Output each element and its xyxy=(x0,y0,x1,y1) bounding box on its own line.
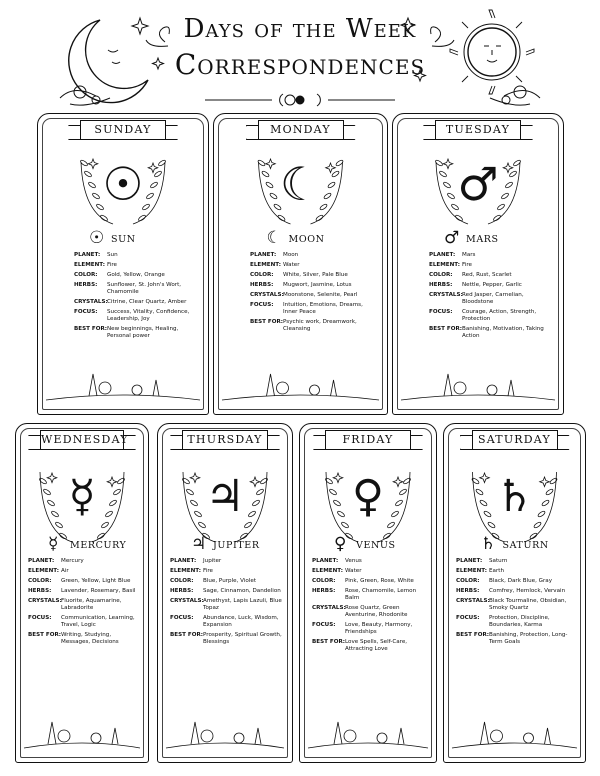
row-focus xyxy=(312,622,430,636)
field-value: Water xyxy=(283,262,300,268)
sunday-planet-glyph-icon: ☉ xyxy=(102,157,144,211)
friday-planet-name: VENUS xyxy=(356,540,396,551)
day-name: TUESDAY xyxy=(435,120,521,140)
row-best-for xyxy=(170,632,286,646)
field-value: Citrine, Clear Quartz, Amber xyxy=(107,299,187,305)
tuesday-correspondence-list xyxy=(429,252,555,343)
field-label: PLANET: xyxy=(456,558,483,564)
row-element xyxy=(429,262,555,269)
row-planet xyxy=(74,252,200,259)
page-title-line2: Correspondences xyxy=(174,48,426,81)
field-label: ELEMENT: xyxy=(312,568,344,574)
field-label: HERBS: xyxy=(74,282,98,288)
row-planet xyxy=(28,558,142,565)
row-herbs xyxy=(456,588,579,595)
row-herbs xyxy=(250,282,379,289)
saturday-planet-name: SATURN xyxy=(502,540,549,551)
monday-planet-glyph-icon: ☾ xyxy=(279,157,322,211)
saturday-correspondence-list xyxy=(456,558,579,649)
field-value: Rose Quartz, Green Aventurine, Rhodonite xyxy=(345,605,408,618)
field-value: Sunflower, St. John's Wort, Chamomile xyxy=(107,282,182,295)
field-label: BEST FOR: xyxy=(312,639,345,645)
field-label: ELEMENT: xyxy=(456,568,488,574)
day-card-sunday xyxy=(37,113,209,415)
field-value: New beginnings, Healing, Personal power xyxy=(107,326,179,339)
row-color xyxy=(250,272,379,279)
saturday-planet-symbol-icon: ♄ xyxy=(480,534,496,554)
monday-correspondence-list xyxy=(250,252,379,336)
field-label: CRYSTALS: xyxy=(28,598,62,604)
field-value: Sun xyxy=(107,252,118,258)
field-label: PLANET: xyxy=(429,252,456,258)
row-focus xyxy=(74,309,200,323)
field-value: Rose, Chamomile, Lemon Balm xyxy=(345,588,417,601)
field-value: Earth xyxy=(489,568,505,574)
day-card-wednesday xyxy=(15,423,149,763)
field-value: Lavender, Rosemary, Basil xyxy=(61,588,136,594)
row-crystals xyxy=(456,598,579,612)
field-label: BEST FOR: xyxy=(429,326,462,332)
field-value: Pink, Green, Rose, White xyxy=(345,578,414,584)
field-value: Comfrey, Hemlock, Vervain xyxy=(489,588,566,594)
field-value: Success, Vitality, Confidence, Leadership, Joy xyxy=(107,309,190,322)
thursday-planet-symbol-icon: ♃ xyxy=(191,534,207,554)
row-crystals xyxy=(312,605,430,619)
row-best-for xyxy=(429,326,555,340)
field-label: FOCUS: xyxy=(250,302,274,308)
field-value: Writing, Studying, Messages, Decisions xyxy=(61,632,119,645)
day-name: SATURDAY xyxy=(472,430,558,450)
field-value: Green, Yellow, Light Blue xyxy=(61,578,131,584)
field-value: Gold, Yellow, Orange xyxy=(107,272,165,278)
row-color xyxy=(28,578,142,585)
field-label: PLANET: xyxy=(312,558,339,564)
field-value: Moonstone, Selenite, Pearl xyxy=(283,292,358,298)
field-value: Red, Rust, Scarlet xyxy=(462,272,512,278)
field-label: PLANET: xyxy=(250,252,277,258)
field-value: Fire xyxy=(203,568,213,574)
day-card-saturday xyxy=(443,423,586,763)
field-label: HERBS: xyxy=(250,282,274,288)
row-crystals xyxy=(74,299,200,306)
header-flourish xyxy=(0,0,600,120)
row-planet xyxy=(250,252,379,259)
row-planet xyxy=(170,558,286,565)
row-herbs xyxy=(28,588,142,595)
sunday-planet-symbol-icon: ☉ xyxy=(89,228,105,248)
field-label: CRYSTALS: xyxy=(170,598,204,604)
field-label: HERBS: xyxy=(170,588,194,594)
row-crystals xyxy=(250,292,379,299)
field-label: COLOR: xyxy=(312,578,336,584)
row-best-for xyxy=(312,639,430,653)
field-label: PLANET: xyxy=(28,558,55,564)
field-value: White, Silver, Pale Blue xyxy=(283,272,348,278)
field-value: Love Spells, Self-Care, Attracting Love xyxy=(345,639,408,652)
row-herbs xyxy=(170,588,286,595)
row-herbs xyxy=(312,588,430,602)
monday-planet-symbol-icon: ☾ xyxy=(266,228,282,248)
field-label: BEST FOR: xyxy=(28,632,61,638)
field-label: HERBS: xyxy=(312,588,336,594)
field-value: Abundance, Luck, Wisdom, Expansion xyxy=(203,615,279,628)
row-herbs xyxy=(429,282,555,289)
field-value: Air xyxy=(61,568,69,574)
field-value: Saturn xyxy=(489,558,508,564)
row-crystals xyxy=(28,598,142,612)
field-value: Banishing, Motivation, Taking Action xyxy=(462,326,544,339)
field-value: Psychic work, Dreamwork, Cleansing xyxy=(283,319,357,332)
tuesday-planet-symbol-icon: ♂ xyxy=(444,228,460,248)
row-crystals xyxy=(170,598,286,612)
day-card-friday xyxy=(299,423,437,763)
field-label: HERBS: xyxy=(456,588,480,594)
page-title-line1: Days of the Week xyxy=(183,14,417,44)
day-name: SUNDAY xyxy=(80,120,166,140)
field-value: Sage, Cinnamon, Dandelion xyxy=(203,588,281,594)
field-value: Intuition, Emotions, Dreams, Inner Peace xyxy=(283,302,363,315)
row-element xyxy=(170,568,286,575)
field-label: FOCUS: xyxy=(429,309,453,315)
row-planet xyxy=(456,558,579,565)
day-card-thursday xyxy=(157,423,293,763)
field-label: FOCUS: xyxy=(28,615,52,621)
row-planet xyxy=(429,252,555,259)
row-element xyxy=(28,568,142,575)
field-value: Red Jasper, Carnelian, Bloodstone xyxy=(462,292,524,305)
field-label: BEST FOR: xyxy=(74,326,107,332)
row-color xyxy=(456,578,579,585)
field-label: CRYSTALS: xyxy=(456,598,490,604)
thursday-planet-glyph-icon: ♃ xyxy=(205,471,245,522)
field-value: Blue, Purple, Violet xyxy=(203,578,257,584)
friday-correspondence-list xyxy=(312,558,430,656)
row-focus xyxy=(456,615,579,629)
row-focus xyxy=(250,302,379,316)
row-planet xyxy=(312,558,430,565)
row-best-for xyxy=(456,632,579,646)
row-crystals xyxy=(429,292,555,306)
day-name: MONDAY xyxy=(258,120,344,140)
day-card-tuesday xyxy=(392,113,564,415)
thursday-correspondence-list xyxy=(170,558,286,649)
row-element xyxy=(456,568,579,575)
wednesday-planet-symbol-icon: ☿ xyxy=(48,534,59,554)
row-color xyxy=(74,272,200,279)
field-value: Black Tourmaline, Obsidian, Smoky Quartz xyxy=(489,598,567,611)
monday-planet-name: MOON xyxy=(288,234,325,245)
friday-planet-glyph-icon: ♀ xyxy=(351,471,385,522)
field-label: FOCUS: xyxy=(74,309,98,315)
row-color xyxy=(429,272,555,279)
field-value: Mars xyxy=(462,252,476,258)
wednesday-correspondence-list xyxy=(28,558,142,649)
field-value: Black, Dark Blue, Gray xyxy=(489,578,553,584)
row-best-for xyxy=(28,632,142,646)
row-element xyxy=(312,568,430,575)
field-label: CRYSTALS: xyxy=(74,299,108,305)
field-label: COLOR: xyxy=(28,578,52,584)
field-label: PLANET: xyxy=(170,558,197,564)
field-label: BEST FOR: xyxy=(170,632,203,638)
field-label: PLANET: xyxy=(74,252,101,258)
wednesday-planet-glyph-icon: ☿ xyxy=(68,471,96,522)
field-label: CRYSTALS: xyxy=(312,605,346,611)
day-name: WEDNESDAY xyxy=(40,430,124,450)
row-best-for xyxy=(250,319,379,333)
row-herbs xyxy=(74,282,200,296)
field-label: BEST FOR: xyxy=(456,632,489,638)
field-label: FOCUS: xyxy=(312,622,336,628)
day-card-monday xyxy=(213,113,388,415)
field-value: Jupiter xyxy=(203,558,222,564)
field-label: ELEMENT: xyxy=(28,568,60,574)
field-label: HERBS: xyxy=(28,588,52,594)
field-value: Water xyxy=(345,568,362,574)
wednesday-planet-name: MERCURY xyxy=(70,540,127,551)
field-label: HERBS: xyxy=(429,282,453,288)
saturday-planet-glyph-icon: ♄ xyxy=(494,471,535,522)
tuesday-planet-name: MARS xyxy=(466,234,499,245)
field-value: Fire xyxy=(107,262,117,268)
row-element xyxy=(74,262,200,269)
row-focus xyxy=(170,615,286,629)
sunday-planet-name: SUN xyxy=(111,234,136,245)
field-label: FOCUS: xyxy=(170,615,194,621)
day-name: THURSDAY xyxy=(182,430,268,450)
field-label: ELEMENT: xyxy=(250,262,282,268)
field-value: Courage, Action, Strength, Protection xyxy=(462,309,537,322)
field-label: CRYSTALS: xyxy=(429,292,463,298)
field-value: Banishing, Protection, Long-Term Goals xyxy=(489,632,568,645)
field-label: ELEMENT: xyxy=(170,568,202,574)
field-value: Prosperity, Spiritual Growth, Blessings xyxy=(203,632,282,645)
field-value: Mercury xyxy=(61,558,84,564)
field-value: Moon xyxy=(283,252,299,258)
field-label: COLOR: xyxy=(170,578,194,584)
field-label: COLOR: xyxy=(250,272,274,278)
field-value: Nettle, Pepper, Garlic xyxy=(462,282,522,288)
field-label: CRYSTALS: xyxy=(250,292,284,298)
field-value: Protection, Discipline, Boundaries, Karma xyxy=(489,615,550,628)
row-color xyxy=(170,578,286,585)
friday-planet-symbol-icon: ♀ xyxy=(334,534,347,554)
row-focus xyxy=(28,615,142,629)
field-value: Amethyst, Lapis Lazuli, Blue Topaz xyxy=(203,598,282,611)
thursday-planet-name: JUPITER xyxy=(213,540,260,551)
field-label: COLOR: xyxy=(429,272,453,278)
field-value: Mugwort, Jasmine, Lotus xyxy=(283,282,352,288)
row-color xyxy=(312,578,430,585)
field-value: Fire xyxy=(462,262,472,268)
day-name: FRIDAY xyxy=(325,430,411,450)
field-value: Venus xyxy=(345,558,362,564)
field-label: ELEMENT: xyxy=(429,262,461,268)
field-value: Communication, Learning, Travel, Logic xyxy=(61,615,135,628)
row-best-for xyxy=(74,326,200,340)
row-focus xyxy=(429,309,555,323)
field-label: ELEMENT: xyxy=(74,262,106,268)
field-label: COLOR: xyxy=(456,578,480,584)
row-element xyxy=(250,262,379,269)
tuesday-planet-glyph-icon: ♂ xyxy=(457,157,499,211)
field-value: Fluorite, Aquamarine, Labradorite xyxy=(61,598,122,611)
field-label: FOCUS: xyxy=(456,615,480,621)
field-value: Love, Beauty, Harmony, Friendships xyxy=(345,622,413,635)
field-label: COLOR: xyxy=(74,272,98,278)
field-label: BEST FOR: xyxy=(250,319,283,325)
sunday-correspondence-list xyxy=(74,252,200,343)
